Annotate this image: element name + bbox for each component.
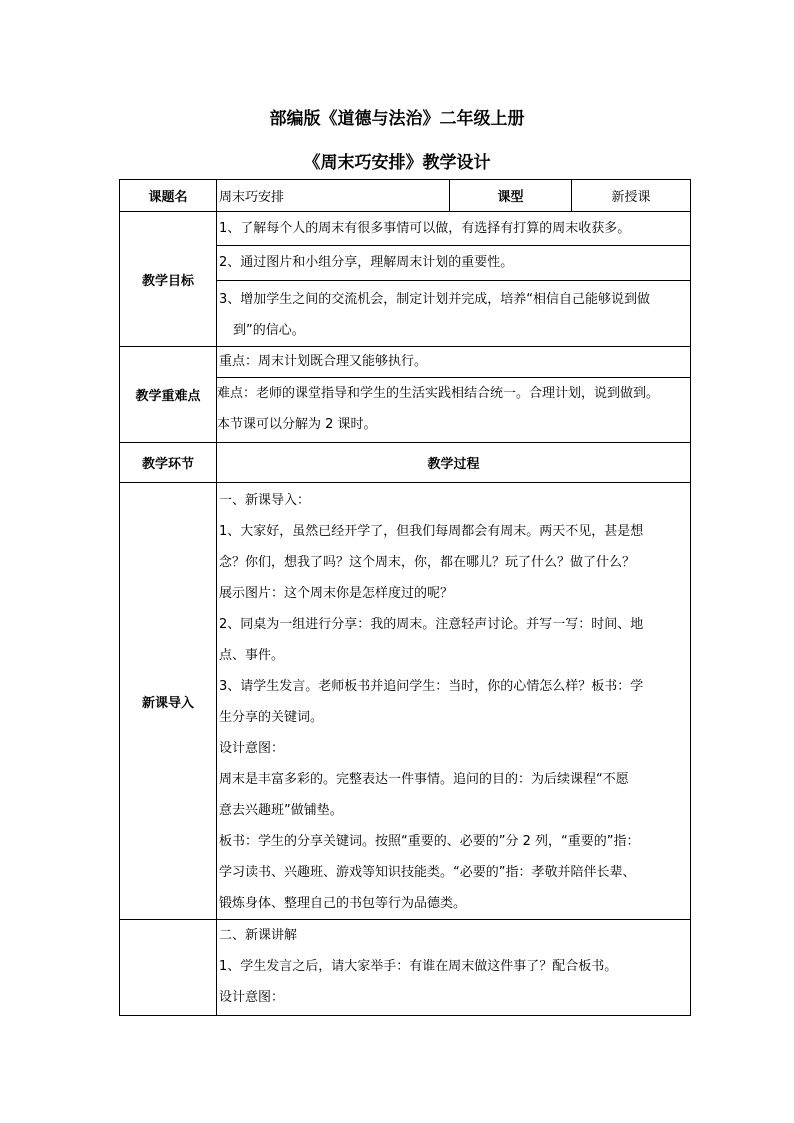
lecture-text (217, 920, 690, 1013)
intro-line: 学习读书、兴趣班、游戏等知识技能类。“必要的”指：孝敬并陪伴长辈、 (219, 865, 636, 880)
lecture-line: 二、新课讲解 (219, 928, 298, 943)
lecture-label-cell (120, 920, 217, 1016)
objectives-label: 教学目标 (120, 212, 217, 347)
process-header: 教学过程 (217, 443, 691, 483)
stage-header: 教学环节 (120, 443, 217, 483)
objectives-content (217, 212, 691, 347)
intro-line: 点、事件。 (219, 648, 285, 663)
intro-line: 3、请学生发言。老师板书并追问学生：当时，你的心情怎么样？板书：学 (219, 679, 644, 694)
topic-label: 课题名 (120, 180, 217, 212)
objective-item: 1、了解每个人的周末有很多事情可以做，有选择有打算的周末收获多。 (217, 212, 690, 246)
objectives-row (120, 212, 691, 347)
intro-text (217, 483, 690, 919)
intro-line: 生分享的关键词。 (219, 710, 324, 725)
intro-content (217, 483, 691, 920)
intro-line: 设计意图： (219, 741, 285, 756)
intro-label: 新课导入 (120, 483, 217, 920)
lecture-line: 1、学生发言之后，请大家举手：有谁在周末做这件事了？配合板书。 (219, 959, 618, 974)
keypoints-row (120, 347, 691, 443)
document-title: 部编版《道德与法治》二年级上册 (269, 109, 525, 129)
lesson-title: 《周末巧安排》教学设计 (303, 153, 491, 173)
keypoints-label: 教学重难点 (120, 347, 217, 443)
lecture-content (217, 920, 691, 1016)
lecture-line: 设计意图： (219, 990, 285, 1005)
topic-row (120, 180, 691, 212)
intro-line: 1、大家好，虽然已经开学了，但我们每周都会有周末。两天不见，甚是想 (219, 524, 644, 539)
intro-line: 板书：学生的分享关键词。按照“重要的、必要的”分 2 列，“重要的”指： (219, 834, 640, 849)
intro-line: 念？你们，想我了吗？这个周末，你，都在哪儿？玩了什么？做了什么？ (219, 555, 636, 570)
type-value: 新授课 (572, 180, 691, 212)
lesson-plan-table (119, 179, 691, 1016)
keypoints-content (217, 347, 691, 443)
lecture-row (120, 920, 691, 1016)
keypoint-difficulty: 难点：老师的课堂指导和学生的生活实践相结合统一。合理计划，说到做到。 (217, 386, 660, 401)
intro-line: 一、新课导入： (219, 493, 311, 508)
intro-line: 周末是丰富多彩的。完整表达一件事情。追问的目的：为后续课程“不愿 (219, 772, 629, 787)
intro-line: 2、同桌为一组进行分享：我的周末。注意轻声讨论。并写一写：时间、地 (219, 617, 644, 632)
keypoint-periods: 本节课可以分解为 2 课时。 (217, 417, 377, 432)
objective-item: 3、增加学生之间的交流机会，制定计划并完成，培养“相信自己能够说到做 (219, 292, 651, 307)
keypoint-focus: 重点：周末计划既合理又能够执行。 (217, 347, 690, 378)
intro-line: 展示图片：这个周末你是怎样度过的呢？ (219, 586, 454, 601)
topic-value: 周末巧安排 (217, 180, 450, 212)
intro-line: 意去兴趣班”做铺垫。 (219, 803, 343, 818)
type-label: 课型 (450, 180, 572, 212)
objective-item-continued: 到”的信心。 (233, 323, 305, 338)
process-header-row (120, 443, 691, 483)
intro-row (120, 483, 691, 920)
objective-item: 2、通过图片和小组分享，理解周末计划的重要性。 (217, 246, 690, 281)
intro-line: 锻炼身体、整理自己的书包等行为品德类。 (219, 896, 467, 911)
